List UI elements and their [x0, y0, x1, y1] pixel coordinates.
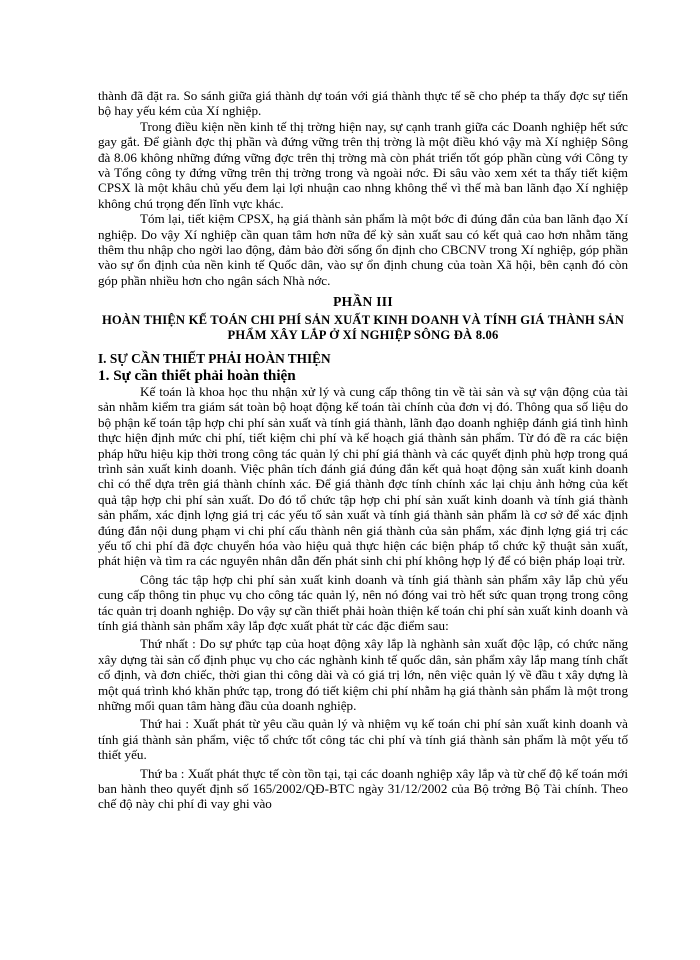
section-heading: I. SỰ CẦN THIẾT PHẢI HOÀN THIỆN — [98, 351, 331, 367]
body-paragraph: Công tác tập hợp chi phí sản xuất kinh doanh và tính giá thành sản phẩm xây lắp chủ yếu cung cấp thông tin phục vụ cho công tác quản lý, nên nó đóng vai trò hết sức quan trọng trong công tác quản trị doanh nghiệp. Do vậy sự cần thiết phải hoàn thiện kế toán chi phí sản xuất kinh doanh và tính giá thành sản phẩm xây lắp đợc xuất phát từ các đặc điểm sau: — [98, 571, 628, 633]
part-title: HOÀN THIỆN KẾ TOÁN CHI PHÍ SẢN XUẤT KINH DOANH VÀ TÍNH GIÁ THÀNH SẢN PHẨM XÂY LẮP Ở XÍ NGHIỆP SÔNG ĐÀ 8.06 — [101, 313, 625, 342]
body-paragraph: Thứ hai : Xuất phát từ yêu cầu quản lý và nhiệm vụ kế toán chi phí sản xuất kinh doanh và tính giá thành sản phẩm, việc tổ chức tốt công tác chi phí và tính giá thành sản phẩm là một yếu tố thiết yếu. — [98, 716, 628, 763]
part-heading: PHẦN III — [333, 294, 393, 310]
document-page — [98, 88, 628, 812]
body-paragraph: thành đã đặt ra. So sánh giữa giá thành dự toán với giá thành thực tế sẽ cho phép ta thấy đợc sự tiến bộ hay yếu kém của Xí nghiệp. — [98, 88, 628, 119]
body-paragraph: Kế toán là khoa học thu nhận xử lý và cung cấp thông tin về tài sản và sự vận động của tài sản nhằm kiểm tra giám sát toàn bộ hoạt động kế toán tài chính của đơn vị đó. Thông qua số liệu do bộ phận kế toán tập hợp chi phí sản xuất và tính giá thành, lãnh đạo doanh nghiệp đánh giá tình hình thực hiện định mức chi phí, tiết kiệm chi phí và kế hoạch giá thành sản phẩm. Từ đó đề ra các biện pháp hữu hiệu kịp thời trong công tác quản lý chi phí giá thành và các quyết định phù hợp trong quá trình sản xuất kinh doanh. Việc phân tích đánh giá đúng đắn kết quả hoạt động sản xuất kinh doanh chỉ có thể dựa trên giá thành chính xác. Để giá thành đợc tính chính xác lại chịu ảnh hởng của kết quả tập hợp chi phí sản xuất. Do đó tổ chức tập hợp chi phí sản xuất kinh doanh và tính giá thành sản phẩm, xác định lợng giá trị các yếu tố sản xuất và tính giá thành sản phẩm là cơ sở để xác định đúng đắn nội dung phạm vi chi phí cấu thành nên giá thành của sản phẩm, xác định lợng giá trị các yếu tố chi phí đã đợc chuyển hóa vào hiệu quả thực hiện các biện pháp tổ chức kỹ thuật sản xuất, phát hiện và tìm ra các nguyên nhân dẫn đến phát sinh chi phí không hợp lý để có biện pháp loại trừ. — [98, 383, 628, 569]
body-paragraph: Thứ nhất : Do sự phức tạp của hoạt động xây lắp là nghành sản xuất độc lập, có chức năng xây dựng tài sản cố định phục vụ cho các nghành kinh tế quốc dân, sản phẩm xây lắp mang tính chất cố định, và đơn chiếc, thời gian thi công dài và có giá trị lớn, nên việc quản lý về đầu t xây dựng là một quá trình khó khăn phức tạp, trong đó tiết kiệm chi phí nhằm hạ giá thành sản phẩm là một trong những mối quan tâm hàng đầu của doanh nghiệp. — [98, 636, 629, 713]
subsection-heading: 1. Sự cần thiết phải hoàn thiện — [98, 366, 296, 384]
body-paragraph: Trong điều kiện nền kinh tế thị trờng hiện nay, sự cạnh tranh giữa các Doanh nghiệp hết sức gay gắt. Để giành đợc thị phần và đứng vững trên thị trờng là một điều khó vậy mà Xí nghiệp Sông đà 8.06 không những đứng vững đợc trên thị trờng mà còn phát triển tốt góp phần cùng với Công ty và Tổng công ty đứng vững trên thị trờng trong và ngoài nớc. Đi sâu vào xem xét ta thấy tiết kiệm CPSX là một khâu chủ yếu đem lại lợi nhuận cao nhng không thể vì thế mà ban lãnh đạo Xí nghiệp không chú trọng đến lĩnh vực khác. — [98, 118, 628, 211]
body-paragraph: Tóm lại, tiết kiệm CPSX, hạ giá thành sản phẩm là một bớc đi đúng đắn của ban lãnh đạo Xí nghiệp. Do vậy Xí nghiệp cần quan tâm hơn nữa để kỳ sản xuất sau có kết quả cao hơn nhằm tăng thêm thu nhập cho ngời lao động, đảm bảo đời sống ổn định cho CBCNV trong Xí nghiệp, góp phần vào sự ổn định của nền kinh tế Quốc dân, vào sự ổn định chung của toàn Xã hội, bên cạnh đó còn góp phần nhiều hơn cho ngân sách Nhà nớc. — [98, 211, 628, 288]
body-paragraph: Thứ ba : Xuất phát thực tế còn tồn tại, tại các doanh nghiệp xây lắp và từ chế độ kế toán mới ban hành theo quyết định số 165/2002/QĐ-BTC ngày 31/12/2002 của Bộ trởng Bộ Tài chính. Theo chế độ này chi phí đi vay ghi vào — [98, 765, 628, 812]
